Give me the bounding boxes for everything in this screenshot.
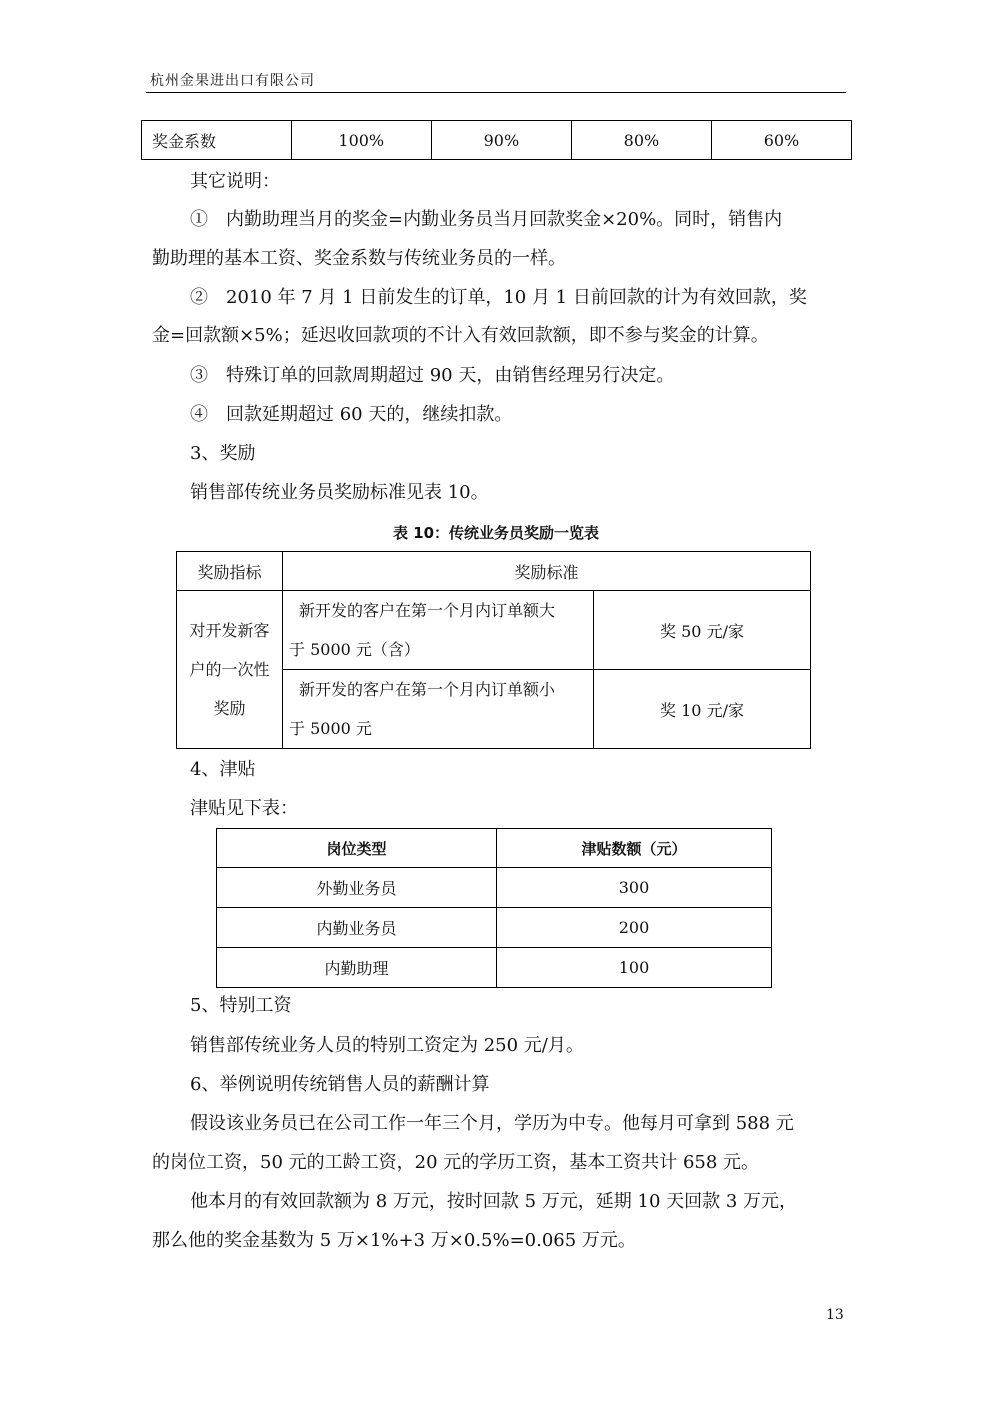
amount-cell: 200 <box>497 908 772 948</box>
table-caption: 表 10：传统业务员奖励一览表 <box>392 524 600 542</box>
reward-condition <box>283 591 594 670</box>
note-item-3: ③ 特殊订单的回款周期超过 90 天，由销售经理另行决定。 <box>190 365 675 386</box>
table-row <box>217 829 772 868</box>
reward-condition-line: 于 5000 元 <box>289 719 372 738</box>
note-item-1-cont: 勤助理的基本工资、奖金系数与传统业务员的一样。 <box>152 248 566 269</box>
notes-title: 其它说明： <box>190 171 280 192</box>
coef-label: 奖金系数 <box>142 121 292 160</box>
table-row <box>217 948 772 988</box>
coef-value: 90% <box>431 121 571 160</box>
page-number: 13 <box>826 1307 844 1323</box>
note-item-2-cont: 金=回款额×5%；延迟收回款项的不计入有效回款额，即不参与奖金的计算。 <box>152 325 769 346</box>
reward-category-line: 奖励 <box>213 699 246 718</box>
position-cell: 内勤业务员 <box>217 908 497 948</box>
note-item-2: ② 2010 年 7 月 1 日前发生的订单，10 月 1 日前回款的计为有效回款，奖 <box>190 287 807 308</box>
reward-condition-line: 新开发的客户在第一个月内订单额大 <box>299 601 556 620</box>
reward-table <box>176 551 811 749</box>
coef-value: 80% <box>571 121 711 160</box>
section-heading: 6、举例说明传统销售人员的薪酬计算 <box>190 1074 490 1095</box>
coef-value: 100% <box>291 121 431 160</box>
position-cell: 内勤助理 <box>217 948 497 988</box>
reward-condition-line: 新开发的客户在第一个月内订单额小 <box>299 680 556 699</box>
coef-value: 60% <box>711 121 851 160</box>
reward-condition <box>283 670 594 749</box>
note-item-1: ① 内勤助理当月的奖金=内勤业务员当月回款奖金×20%。同时，销售内 <box>190 209 783 230</box>
table-row <box>142 121 852 160</box>
example-paragraph-2-cont: 那么他的奖金基数为 5 万×1%+3 万×0.5%=0.065 万元。 <box>152 1230 636 1251</box>
reward-category <box>177 591 283 749</box>
note-item-4: ④ 回款延期超过 60 天的，继续扣款。 <box>190 404 513 425</box>
position-cell: 外勤业务员 <box>217 868 497 908</box>
reward-amount: 奖 10 元/家 <box>594 670 811 749</box>
table-row <box>177 591 811 670</box>
example-paragraph-2: 他本月的有效回款额为 8 万元，按时回款 5 万元，延期 10 天回款 3 万元， <box>190 1191 798 1212</box>
section-heading: 3、奖励 <box>190 443 256 464</box>
amount-cell: 100 <box>497 948 772 988</box>
column-header: 岗位类型 <box>217 829 497 868</box>
reward-category-line: 户的一次性 <box>189 660 270 679</box>
header-rule <box>146 92 846 93</box>
column-header: 奖励标准 <box>283 552 811 591</box>
reward-condition-line: 于 5000 元（含） <box>289 640 420 659</box>
reward-category-line: 对开发新客 <box>189 621 270 640</box>
section-intro: 销售部传统业务员奖励标准见表 10。 <box>190 482 489 503</box>
table-row <box>177 552 811 591</box>
table-row <box>217 868 772 908</box>
reward-amount: 奖 50 元/家 <box>594 591 811 670</box>
section-heading: 4、津贴 <box>190 759 256 780</box>
section-heading: 5、特别工资 <box>190 995 292 1016</box>
column-header: 奖励指标 <box>177 552 283 591</box>
example-paragraph-1-cont: 的岗位工资，50 元的工龄工资，20 元的学历工资，基本工资共计 658 元。 <box>152 1152 760 1173</box>
allowance-table <box>216 828 772 988</box>
example-paragraph-1: 假设该业务员已在公司工作一年三个月，学历为中专。他每月可拿到 588 元 <box>190 1113 794 1134</box>
table-row <box>217 908 772 948</box>
company-header: 杭州金果进出口有限公司 <box>150 73 315 89</box>
section-text: 销售部传统业务人员的特别工资定为 250 元/月。 <box>190 1035 584 1056</box>
bonus-coefficient-table <box>141 120 852 160</box>
section-intro: 津贴见下表： <box>190 798 298 819</box>
amount-cell: 300 <box>497 868 772 908</box>
column-header: 津贴数额（元） <box>497 829 772 868</box>
